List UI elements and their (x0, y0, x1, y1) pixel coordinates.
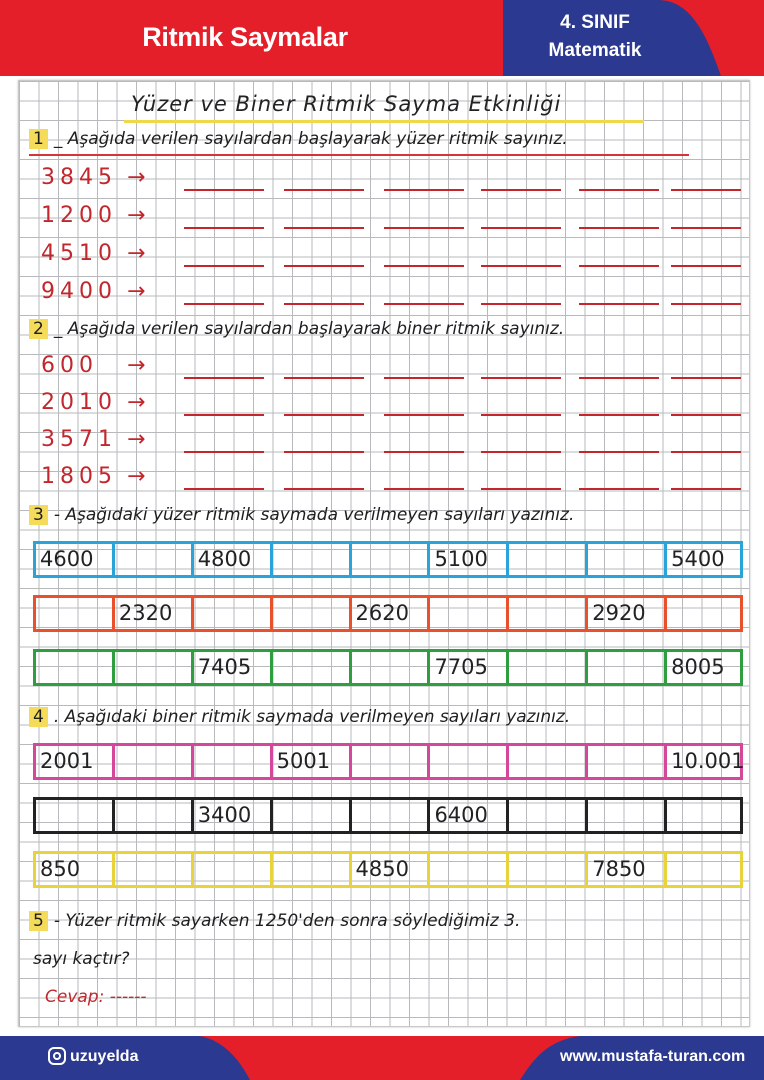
blank-number-cell[interactable] (273, 854, 352, 885)
given-number-cell (36, 746, 115, 777)
blank-number-cell[interactable] (273, 544, 352, 575)
answer-blank[interactable] (671, 303, 741, 305)
cell-number: 7405 (197, 655, 252, 679)
blank-number-cell[interactable] (667, 598, 746, 629)
blank-number-cell[interactable] (36, 598, 115, 629)
blank-number-cell[interactable] (509, 598, 588, 629)
cell-number: 4600 (40, 547, 94, 571)
answer-blank[interactable] (384, 414, 464, 416)
answer-blank[interactable] (384, 265, 464, 267)
blank-number-cell[interactable] (115, 746, 194, 777)
answer-blank[interactable] (384, 189, 464, 191)
cell-number: 6400 (434, 803, 488, 827)
cell-number: 4850 (355, 857, 409, 881)
answer-blank[interactable] (579, 303, 659, 305)
q1-start-number: 4510 (41, 241, 117, 266)
answer-blank[interactable] (284, 227, 364, 229)
answer-blank[interactable] (481, 414, 561, 416)
arrow-icon: → (127, 390, 146, 415)
given-number-cell (667, 746, 746, 777)
blank-number-cell[interactable] (509, 854, 588, 885)
answer-blank[interactable] (671, 189, 741, 191)
blank-number-cell[interactable] (667, 854, 746, 885)
answer-blank[interactable] (579, 377, 659, 379)
q2-start-number: 600 (41, 353, 98, 378)
given-number-cell (667, 544, 746, 575)
answer-blank[interactable] (184, 377, 264, 379)
answer-blank[interactable] (384, 377, 464, 379)
website-link[interactable]: www.mustafa-turan.com (560, 1048, 746, 1065)
arrow-icon: → (127, 279, 146, 304)
question-1-underline (29, 154, 689, 156)
question-5-text: - Yüzer ritmik sayarken 1250'den sonra söylediğimiz 3. (53, 911, 521, 931)
question-1 (29, 129, 568, 149)
answer-blank[interactable] (284, 488, 364, 490)
given-number-cell (36, 544, 115, 575)
given-number-cell (430, 544, 509, 575)
cell-number: 7850 (592, 857, 646, 881)
blank-number-cell[interactable] (115, 854, 194, 885)
answer-blank[interactable] (671, 451, 741, 453)
blank-number-cell[interactable] (194, 854, 273, 885)
cell-number: 7705 (434, 655, 488, 679)
arrow-icon: → (127, 353, 146, 378)
blank-number-cell[interactable] (667, 800, 746, 831)
blank-number-cell[interactable] (430, 746, 509, 777)
cell-number: 8005 (671, 655, 725, 679)
blank-number-cell[interactable] (36, 652, 115, 683)
q4-row (33, 851, 743, 888)
question-3-text: - Aşağıdaki yüzer ritmik saymada verilmeyen sayıları yazınız. (53, 505, 575, 525)
answer-blank[interactable] (481, 488, 561, 490)
cell-number: 5001 (276, 749, 331, 773)
given-number-cell (273, 746, 352, 777)
answer-blank[interactable] (579, 451, 659, 453)
arrow-icon: → (127, 165, 146, 190)
given-number-cell (352, 598, 431, 629)
arrow-icon: → (127, 427, 146, 452)
blank-number-cell[interactable] (430, 598, 509, 629)
subject-label: Matematik (548, 40, 642, 61)
answer-blank[interactable] (579, 488, 659, 490)
cell-number: 10.001 (671, 749, 745, 773)
q3-row (33, 541, 743, 578)
given-number-cell (430, 800, 509, 831)
q2-start-number: 1805 (41, 464, 117, 489)
instagram-handle[interactable]: uzuyelda (70, 1048, 139, 1065)
blank-number-cell[interactable] (352, 746, 431, 777)
cell-number: 2920 (592, 601, 646, 625)
answer-blank[interactable] (284, 189, 364, 191)
given-number-cell (352, 854, 431, 885)
question-3 (29, 505, 574, 525)
blank-number-cell[interactable] (36, 800, 115, 831)
question-4-text: . Aşağıdaki biner ritmik saymada verilmeyen sayıları yazınız. (53, 707, 571, 727)
answer-blank[interactable] (481, 377, 561, 379)
answer-blank[interactable] (579, 189, 659, 191)
instagram-icon (48, 1047, 66, 1065)
question-1-text: _ Aşağıda verilen sayılardan başlayarak yüzer ritmik sayınız. (53, 129, 568, 149)
given-number-cell (667, 652, 746, 683)
blank-number-cell[interactable] (273, 598, 352, 629)
question-2 (29, 319, 564, 339)
q2-start-number: 3571 (41, 427, 117, 452)
question-2-text: _ Aşağıda verilen sayılardan başlayarak biner ritmik sayınız. (53, 319, 565, 339)
answer-blank[interactable] (184, 227, 264, 229)
answer-label: Cevap: ------ (45, 987, 147, 1007)
q3-row (33, 595, 743, 632)
q4-row (33, 797, 743, 834)
blank-number-cell[interactable] (588, 652, 667, 683)
cell-number: 5400 (671, 547, 725, 571)
cell-number: 3400 (197, 803, 252, 827)
worksheet-title: Yüzer ve Biner Ritmik Sayma Etkinliği (131, 92, 562, 116)
given-number-cell (36, 854, 115, 885)
answer-blank[interactable] (481, 189, 561, 191)
question-4-number: 4 (29, 707, 48, 727)
given-number-cell (194, 800, 273, 831)
given-number-cell (588, 598, 667, 629)
blank-number-cell[interactable] (273, 652, 352, 683)
answer-blank[interactable] (284, 377, 364, 379)
answer-blank[interactable] (671, 265, 741, 267)
worksheet-topic-title: Ritmik Saymalar (142, 22, 348, 52)
blank-number-cell[interactable] (588, 746, 667, 777)
given-number-cell (588, 854, 667, 885)
blank-number-cell[interactable] (588, 800, 667, 831)
answer-blank[interactable] (384, 227, 464, 229)
blank-number-cell[interactable] (430, 854, 509, 885)
blank-number-cell[interactable] (115, 652, 194, 683)
given-number-cell (194, 652, 273, 683)
answer-blank[interactable] (481, 227, 561, 229)
grid-paper (18, 80, 750, 1027)
answer-blank[interactable] (579, 227, 659, 229)
question-2-number: 2 (29, 319, 48, 339)
answer-blank[interactable] (284, 265, 364, 267)
cell-number: 2620 (355, 601, 409, 625)
given-number-cell (194, 544, 273, 575)
q1-start-number: 1200 (41, 203, 117, 228)
answer-blank[interactable] (284, 303, 364, 305)
blank-number-cell[interactable] (352, 544, 431, 575)
answer-blank[interactable] (579, 265, 659, 267)
blank-number-cell[interactable] (588, 544, 667, 575)
arrow-icon: → (127, 241, 146, 266)
arrow-icon: → (127, 464, 146, 489)
answer-blank[interactable] (384, 303, 464, 305)
blank-number-cell[interactable] (273, 800, 352, 831)
answer-blank[interactable] (284, 451, 364, 453)
q3-row (33, 649, 743, 686)
grade-label: 4. SINIF (560, 12, 630, 33)
blank-number-cell[interactable] (509, 652, 588, 683)
cell-number: 5100 (434, 547, 488, 571)
answer-blank[interactable] (481, 265, 561, 267)
blank-number-cell[interactable] (194, 598, 273, 629)
question-4 (29, 707, 570, 727)
answer-blank[interactable] (671, 414, 741, 416)
q4-row (33, 743, 743, 780)
answer-blank[interactable] (384, 488, 464, 490)
answer-blank[interactable] (184, 414, 264, 416)
answer-blank[interactable] (184, 189, 264, 191)
answer-blank[interactable] (671, 377, 741, 379)
blank-number-cell[interactable] (194, 746, 273, 777)
q2-start-number: 2010 (41, 390, 117, 415)
q1-start-number: 9400 (41, 279, 117, 304)
answer-blank[interactable] (284, 414, 364, 416)
answer-blank[interactable] (481, 451, 561, 453)
question-1-number: 1 (29, 129, 48, 149)
answer-blank[interactable] (184, 451, 264, 453)
blank-number-cell[interactable] (509, 746, 588, 777)
arrow-icon: → (127, 203, 146, 228)
title-highlight (124, 120, 644, 123)
answer-blank[interactable] (481, 303, 561, 305)
answer-blank[interactable] (671, 227, 741, 229)
question-5-number: 5 (29, 911, 48, 931)
answer-blank[interactable] (184, 265, 264, 267)
blank-number-cell[interactable] (115, 800, 194, 831)
cell-number: 4800 (197, 547, 252, 571)
given-number-cell (430, 652, 509, 683)
blank-number-cell[interactable] (352, 800, 431, 831)
question-5 (29, 911, 520, 931)
answer-blank[interactable] (384, 451, 464, 453)
cell-number: 2001 (40, 749, 94, 773)
answer-blank[interactable] (184, 488, 264, 490)
blank-number-cell[interactable] (509, 800, 588, 831)
cell-number: 2320 (118, 601, 173, 625)
answer-blank[interactable] (671, 488, 741, 490)
answer-blank[interactable] (579, 414, 659, 416)
answer-blank[interactable] (184, 303, 264, 305)
given-number-cell (115, 598, 194, 629)
blank-number-cell[interactable] (352, 652, 431, 683)
question-3-number: 3 (29, 505, 48, 525)
cell-number: 850 (40, 857, 81, 881)
blank-number-cell[interactable] (115, 544, 194, 575)
question-5-text-continued: sayı kaçtır? (33, 949, 130, 969)
blank-number-cell[interactable] (509, 544, 588, 575)
q1-start-number: 3845 (41, 165, 117, 190)
